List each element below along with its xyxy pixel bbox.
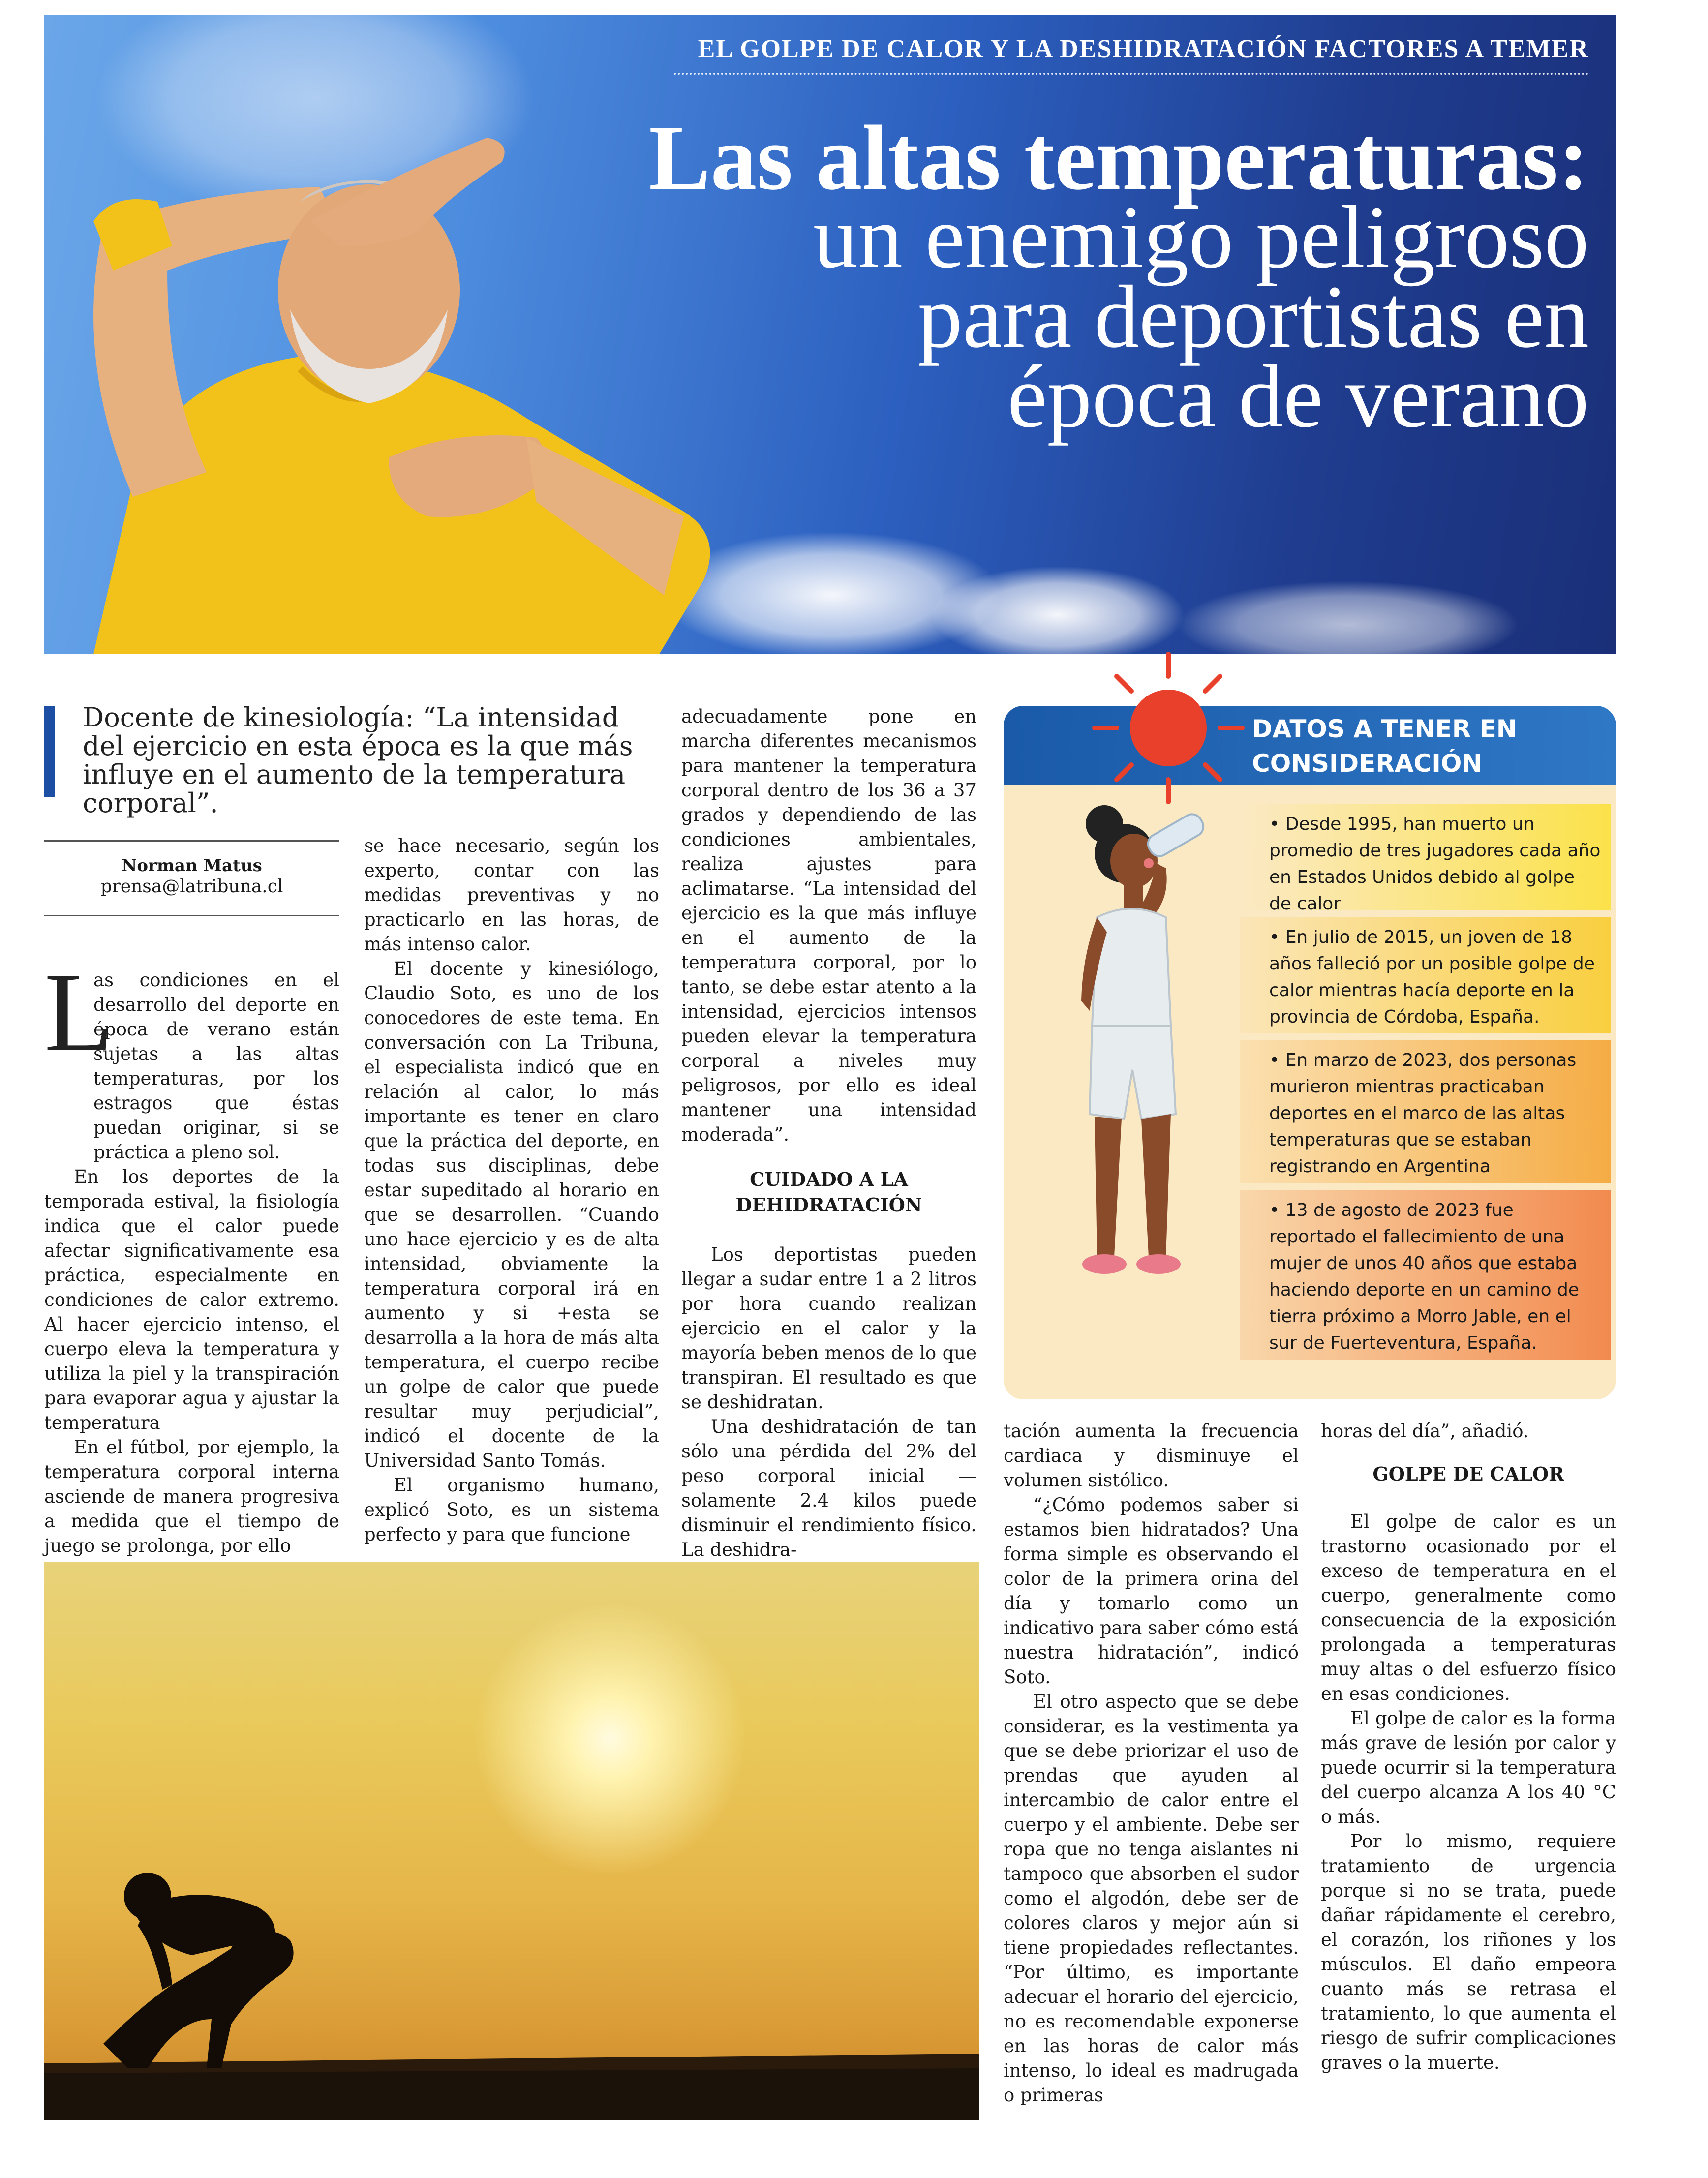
fact-text: En marzo de 2023, dos personas murieron mientras practicaban deportes en el marco de las altas temperaturas que se estaban registrando en Argentina xyxy=(1269,1050,1577,1177)
byline-bottom-rule xyxy=(44,915,339,916)
body-column-2 xyxy=(364,834,659,1547)
facts-sidebar xyxy=(1004,706,1616,1399)
byline-top-rule xyxy=(44,840,339,842)
kicker-divider xyxy=(674,73,1589,75)
fact-item xyxy=(1240,917,1611,1033)
body-paragraph: as condiciones en el desarrollo del deporte en época de verano están sujetas a las altas temperaturas, por los estragos que éstas puedan originar, si se práctica a pleno sol. xyxy=(93,969,339,1163)
sunset-runner-photo xyxy=(44,1562,979,2120)
body-paragraph: En el fútbol, por ejemplo, la temperatura corporal interna asciende de manera progresiva a medida que el tiempo de juego se prolonga, por ello xyxy=(44,1437,339,1556)
bullet-icon: • xyxy=(1269,1200,1285,1220)
headline-line-4: época de verano xyxy=(1007,347,1589,446)
body-paragraph: El golpe de calor es la forma más grave de lesión por calor y puede ocurrir si la temperatura del cuerpo alcanza A los 40 °C o más. xyxy=(1321,1708,1616,1827)
body-paragraph: Los deportistas pueden llegar a sudar entre 1 a 2 litros por hora cuando realizan ejercicio en el calor y la mayoría beben menos de lo que transpiran. El resultado es que se deshidratan. xyxy=(681,1244,976,1413)
fact-item xyxy=(1240,804,1611,914)
sidebar-title: DATOS A TENER EN CONSIDERACIÓN xyxy=(1252,715,1517,778)
author-email: prensa@latribuna.cl xyxy=(100,877,283,897)
bullet-icon: • xyxy=(1269,1050,1285,1070)
body-paragraph: adecuadamente pone en marcha diferentes mecanismos para mantener la temperatura corporal dentro de los 36 a 37 grados y dependiendo de las condiciones ambientales, realiza ajustes para aclimatarse. “La intensidad del ejercicio es la que más influye en el aumento de la temperatura corporal, por lo tanto, se debe estar atento a la intensidad, ejercicios intensos pueden elevar la temperatura corporal a niveles muy peligrosos, por ello es ideal mantener una intensidad moderada”. xyxy=(681,706,976,1145)
body-paragraph: El golpe de calor es un trastorno ocasionado por el exceso de temperatura en el cuerpo, generalmente como consecuencia de la exposición prolongada a temperaturas muy altas o del esfuerzo físico en esas condiciones. xyxy=(1321,1511,1616,1704)
body-paragraph: El docente y kinesiólogo, Claudio Soto, es uno de los conocedores de este tema. En conversación con La Tribuna, el especialista indicó que en relación al calor, lo más importante es tener en claro que la práctica del deporte, en todas sus disciplinas, debe estar supeditado al horario en que se desarrollen. “Cuando uno hace ejercicio y es de alta intensidad, obviamente la temperatura corporal irá en aumento y si +esta se desarrolla a la hora de más alta temperatura, el cuerpo recibe un golpe de calor que puede resultar muy perjudicial”, indicó el docente de la Universidad Santo Tomás. xyxy=(364,958,659,1471)
body-paragraph: El otro aspecto que se debe considerar, es la vestimenta ya que se debe priorizar el uso de prendas que ayuden al intercambio de calor entre el cuerpo y el ambiente. Debe ser ropa que no tenga aislantes ni tampoco que absorben el sudor como el algodón, debe ser de colores claros y mejor aún si tiene propiedades reflectantes. “Por último, es importante adecuar el horario del ejercicio, no es recomendable exponerse en las horas de calor más intenso, lo ideal es madrugada o primeras xyxy=(1004,1691,1299,2106)
body-column-4 xyxy=(1004,1419,1299,2108)
body-paragraph: Una deshidratación de tan sólo una pérdida del 2% del peso corporal inicial — solamente 2.4 kilos puede disminuir el rendimiento físico. La deshidra- xyxy=(681,1416,976,1560)
fact-text: En julio de 2015, un joven de 18 años falleció por un posible golpe de calor mientras hacía deporte en la provincia de Córdoba, España. xyxy=(1269,927,1595,1027)
woman-drinking-water-illustration xyxy=(1023,794,1235,1385)
sun-icon xyxy=(1090,649,1247,807)
section-subhead: GOLPE DE CALOR xyxy=(1372,1463,1564,1485)
fact-item xyxy=(1240,1040,1611,1183)
body-paragraph: El organismo humano, explicó Soto, es un sistema perfecto y para que funcione xyxy=(364,1475,659,1545)
drop-cap: L xyxy=(44,949,114,1075)
lead-paragraph: Docente de kinesiología: “La intensidad del ejercicio en esta época es la que más influye en el aumento de la temperatura corporal”. xyxy=(83,702,633,818)
headline xyxy=(507,106,1589,446)
hero-image xyxy=(44,15,1616,654)
headline-line-2: un enemigo peligroso xyxy=(813,188,1589,287)
section-subhead: CUIDADO A LA DEHIDRATACIÓN xyxy=(735,1168,922,1216)
lead-accent-bar xyxy=(44,706,55,797)
body-paragraph: horas del día”, añadió. xyxy=(1321,1421,1529,1442)
bullet-icon: • xyxy=(1269,927,1285,947)
body-column-5 xyxy=(1321,1419,1616,2075)
kicker: EL GOLPE DE CALOR Y LA DESHIDRATACIÓN FACTORES A TEMER xyxy=(698,35,1589,63)
body-column-3 xyxy=(681,704,976,1562)
body-paragraph: “¿Cómo podemos saber si estamos bien hidratados? Una forma simple es observando el color de la primera orina del día y tomarlo como un indicativo para saber cómo está nuestra hidratación”, indicó Soto. xyxy=(1004,1494,1299,1688)
cloud-shape xyxy=(1176,580,1520,654)
body-paragraph: En los deportes de la temporada estival, la fisiología indica que el calor puede afectar significativamente esa práctica, especialmente en condiciones de calor extremo. Al hacer ejercicio intenso, el cuerpo eleva la temperatura y utiliza la piel y la transpiración para evaporar agua y ajustar la temperatura xyxy=(44,1166,339,1433)
bent-over-runner-silhouette xyxy=(44,1562,979,2120)
fact-text: 13 de agosto de 2023 fue reportado el fallecimiento de una mujer de unos 40 años que estaba haciendo deporte en un camino de tierra próximo a Morro Jable, en el sur de Fuerteventura, España. xyxy=(1269,1200,1580,1353)
body-column-1 xyxy=(44,949,339,1558)
fact-text: Desde 1995, han muerto un promedio de tres jugadores cada año en Estados Unidos debido al golpe de calor xyxy=(1269,814,1601,914)
author-name: Norman Matus xyxy=(122,856,262,876)
body-paragraph: tación aumenta la frecuencia cardiaca y disminuye el volumen sistólico. xyxy=(1004,1421,1299,1491)
fact-item xyxy=(1240,1190,1611,1360)
bullet-icon: • xyxy=(1269,814,1285,834)
headline-line-3: para deportistas en xyxy=(917,268,1589,366)
body-paragraph: Por lo mismo, requiere tratamiento de urgencia porque si no se trata, puede dañar rápidamente el cerebro, el corazón, los riñones y los músculos. El daño empeora cuanto más se retrasa el tratamiento, lo que aumenta el riesgo de sufrir complicaciones graves o la muerte. xyxy=(1321,1831,1616,2073)
body-paragraph: se hace necesario, según los experto, contar con las medidas preventivas y no practicarlo en las horas, de más intenso calor. xyxy=(364,835,659,955)
headline-line-1: Las altas temperaturas: xyxy=(648,106,1589,209)
